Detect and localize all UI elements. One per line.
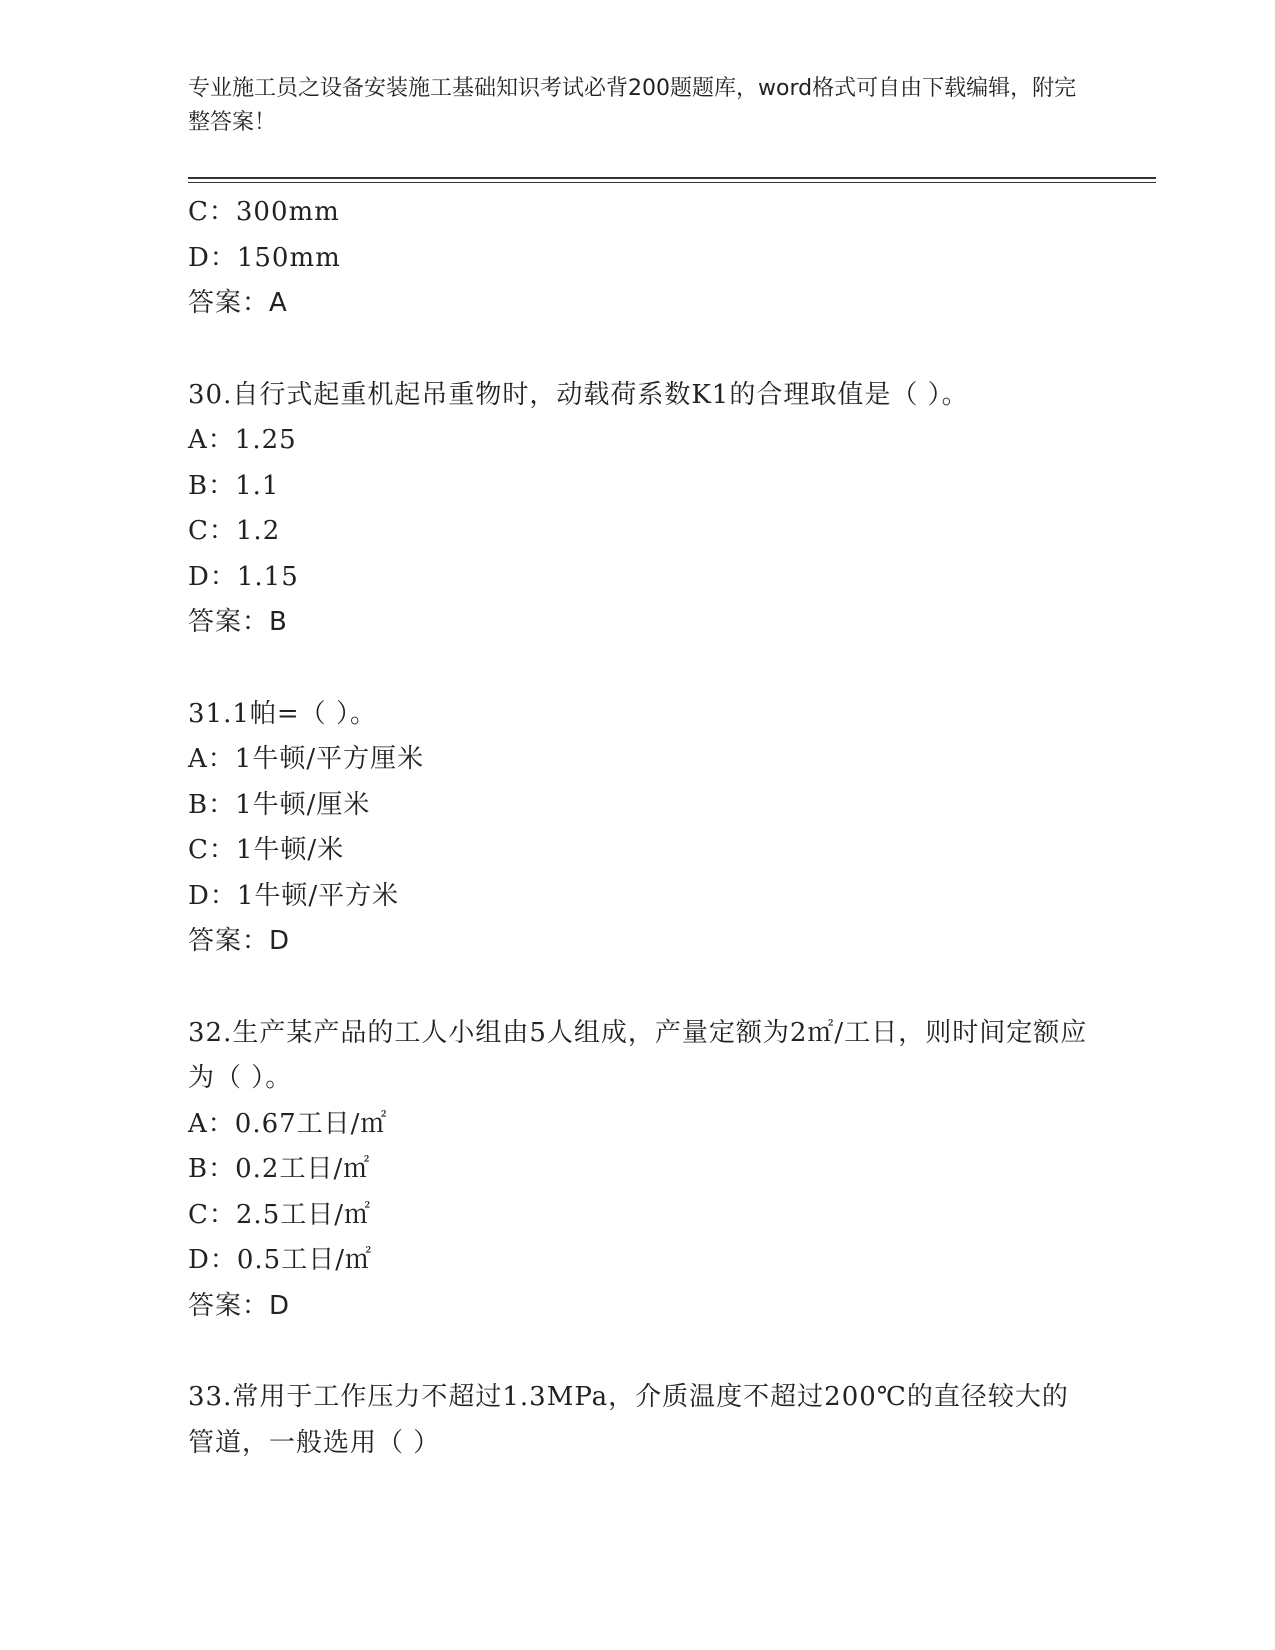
option-a: A：1.25	[188, 425, 297, 455]
option-a: A：0.67工日/㎡	[188, 1108, 388, 1139]
question-stem: 30.自行式起重机起吊重物时，动载荷系数K1的合理取值是（ ）。	[188, 379, 969, 410]
option-b: B：0.2工日/㎡	[188, 1154, 371, 1184]
question-block-30	[188, 373, 1088, 646]
option-b: B：1.1	[188, 470, 280, 501]
spacer	[188, 646, 1088, 692]
question-block-32	[188, 1011, 1088, 1330]
option-d: D：0.5工日/㎡	[188, 1245, 372, 1275]
question-block-31	[188, 692, 1088, 965]
option-a: A：1牛顿/平方厘米	[188, 744, 425, 774]
answer-line: 答案：B	[188, 607, 288, 637]
option-c: C：300mm	[188, 197, 340, 227]
question-stem: 31.1帕=（ ）。	[188, 698, 377, 729]
answer-line: 答案：D	[188, 1290, 291, 1321]
question-content	[188, 190, 1088, 1466]
answer-line: 答案：A	[188, 288, 288, 318]
option-d: D：1牛顿/平方米	[188, 880, 400, 911]
question-stem: 32.生产某产品的工人小组由5人组成，产量定额为2㎡/工日，则时间定额应为（ ）。	[188, 1017, 1088, 1093]
answer-line: 答案：D	[188, 926, 291, 956]
header-rule-thin	[188, 182, 1156, 183]
prev-question-block	[188, 190, 1088, 327]
option-c: C：1.2	[188, 516, 281, 546]
spacer	[188, 965, 1088, 1011]
question-stem: 33.常用于工作压力不超过1.3MPa，介质温度不超过200℃的直径较大的管道，一般选用（ ）	[188, 1382, 1069, 1458]
option-c: C：2.5工日/㎡	[188, 1199, 372, 1230]
document-header: 专业施工员之设备安装施工基础知识考试必背200题题库，word格式可自由下载编辑，附完整答案！	[188, 76, 1077, 135]
option-d: D：1.15	[188, 561, 299, 592]
option-b: B：1牛顿/厘米	[188, 789, 371, 820]
header-rule-thick	[188, 177, 1156, 179]
option-d: D：150mm	[188, 242, 341, 273]
option-c: C：1牛顿/米	[188, 835, 345, 865]
question-block-33	[188, 1375, 1088, 1466]
spacer	[188, 1329, 1088, 1375]
spacer	[188, 327, 1088, 373]
